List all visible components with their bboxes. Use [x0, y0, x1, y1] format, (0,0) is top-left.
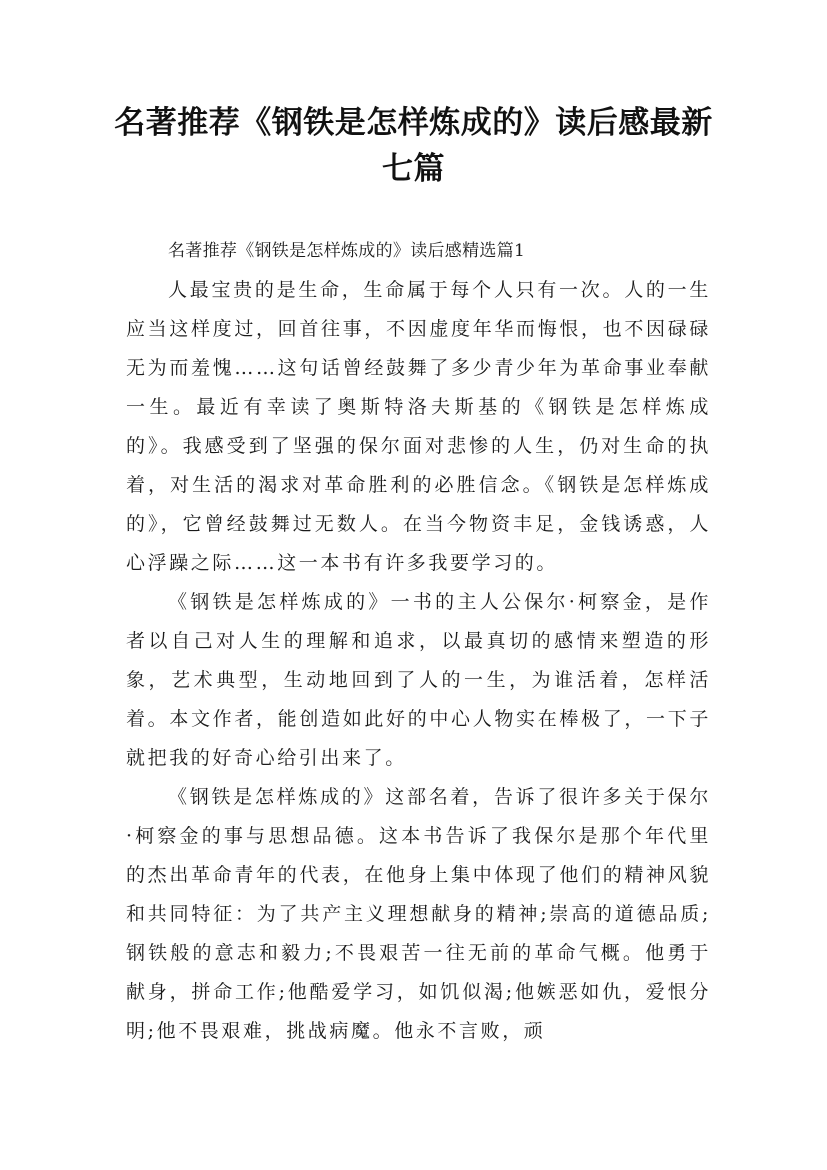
paragraph-1: 人最宝贵的是生命，生命属于每个人只有一次。人的一生应当这样度过，回首往事，不因虚度年华而悔恨，也不因碌碌无为而羞愧……这句话曾经鼓舞了多少青少年为革命事业奉献一生。最近有幸读了奥斯特洛夫斯基的《钢铁是怎样炼成的》。我感受到了坚强的保尔面对悲惨的人生，仍对生命的执着，对生活的渴求对革命胜利的必胜信念。《钢铁是怎样炼成的》，它曾经鼓舞过无数人。在当今物资丰足，金钱诱惑，人心浮躁之际……这一本书有许多我要学习的。 — [126, 279, 711, 574]
section-heading: 名著推荐《钢铁是怎样炼成的》读后感精选篇1 — [168, 241, 526, 261]
paragraph-3: 《钢铁是怎样炼成的》这部名着，告诉了很许多关于保尔·柯察金的事与思想品德。这本书告诉了我保尔是那个年代里的杰出革命青年的代表，在他身上集中体现了他们的精神风貌和共同特征：为了共产主义理想献身的精神;崇高的道德品质;钢铁般的意志和毅力;不畏艰苦一往无前的革命气概。他勇于献身，拼命工作;他酷爱学习，如饥似渴;他嫉恶如仇，爱恨分明;他不畏艰难，挑战病魔。他永不言败，顽 — [126, 786, 711, 1042]
paragraph-2: 《钢铁是怎样炼成的》一书的主人公保尔·柯察金，是作者以自己对人生的理解和追求，以最真切的感情来塑造的形象，艺术典型，生动地回到了人的一生，为谁活着，怎样活着。本文作者，能创造如此好的中心人物实在棒极了，一下子就把我的好奇心给引出来了。 — [126, 591, 711, 769]
document-body — [126, 232, 711, 1051]
document-title: 名著推荐《钢铁是怎样炼成的》读后感最新七篇 — [114, 105, 713, 187]
